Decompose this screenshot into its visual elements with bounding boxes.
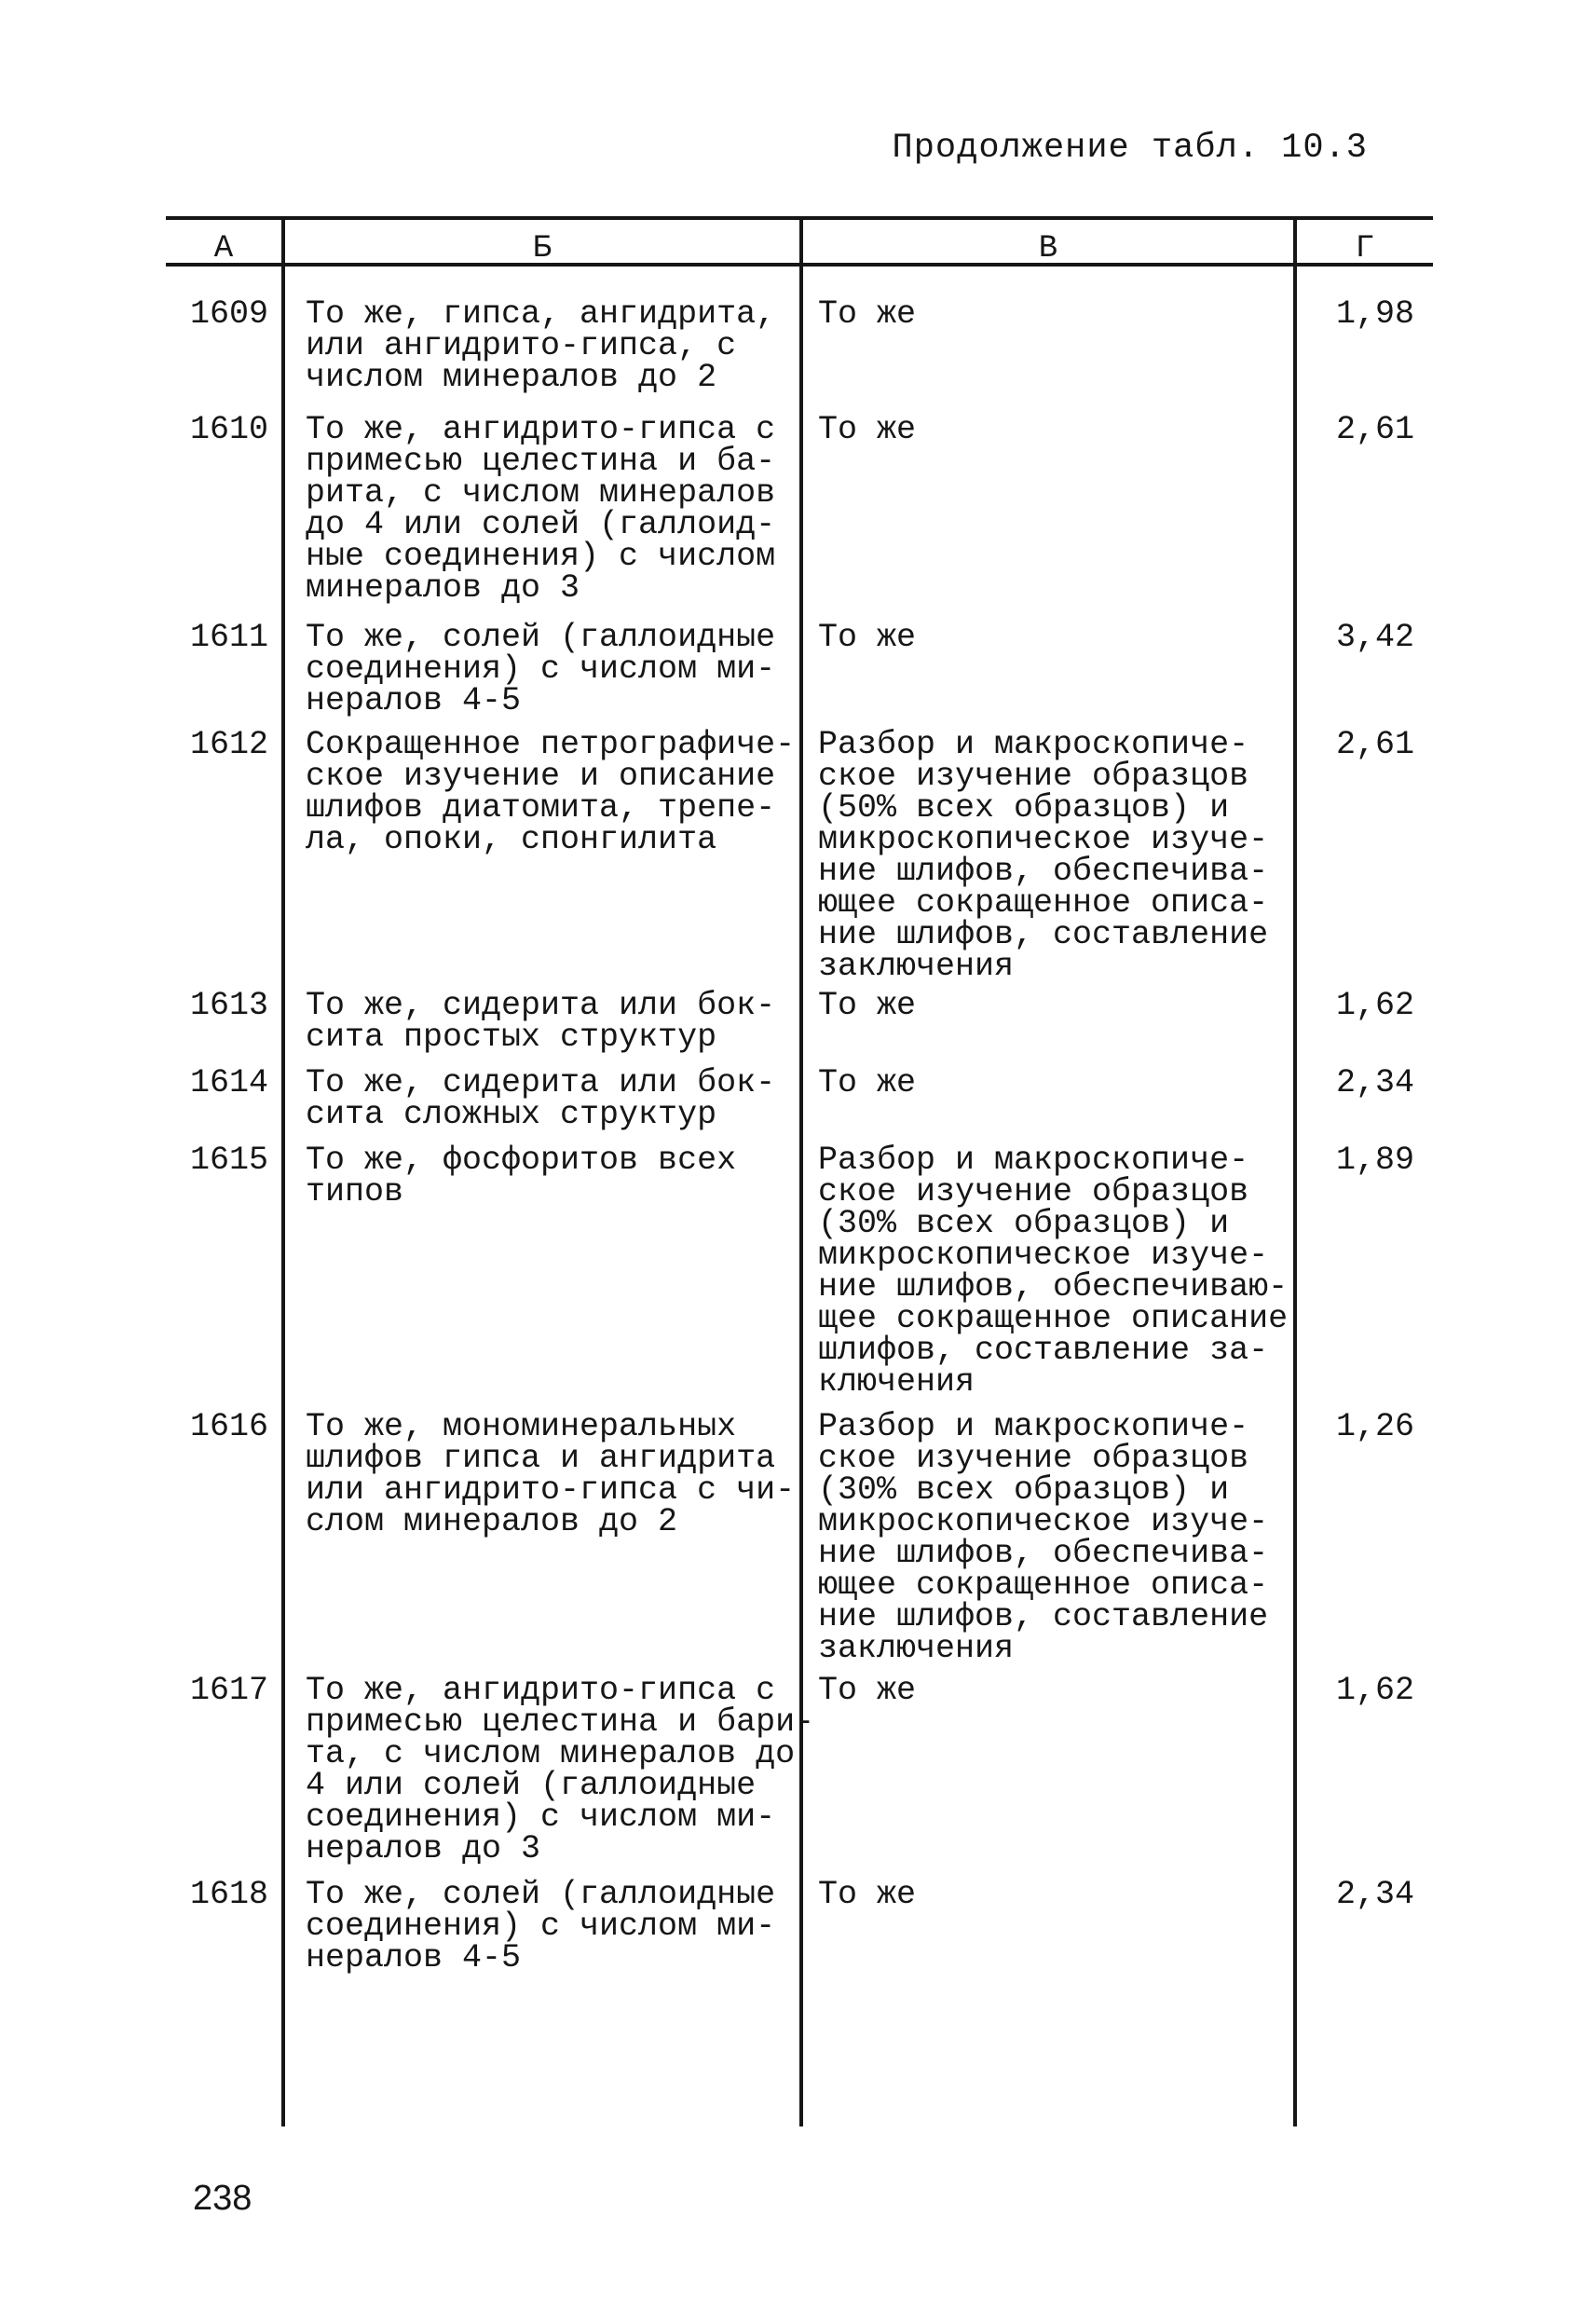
coefficient: 2,61 <box>1335 411 1414 448</box>
coefficient: 2,34 <box>1335 1064 1414 1101</box>
work-content: Разбор и макроскопиче- ское изучение образцов (30% всех образцов) и микроскопическое изуче- ние шлифов, обеспечиваю- щее сокращенное описание шлифов, составление за- ключения <box>818 1142 1289 1401</box>
work-description: То же, ангидрито-гипса с примесью целестина и бари- та, с числом минералов до 4 или солей (галлоидные соединения) с числом ми- нералов до 3 <box>306 1672 815 1867</box>
row-number: 1618 <box>189 1876 268 1913</box>
coefficient: 3,42 <box>1335 619 1414 656</box>
coefficient: 2,34 <box>1335 1876 1414 1913</box>
row-number: 1612 <box>189 726 268 763</box>
work-content: Разбор и макроскопиче- ское изучение образцов (50% всех образцов) и микроскопическое изуче- ние шлифов, обеспечива- ющее сокращенное описа- ние шлифов, составление заключения <box>818 726 1269 985</box>
work-description: То же, сидерита или бок- сита простых структур <box>306 987 776 1056</box>
work-content: То же <box>818 987 917 1024</box>
coefficient: 1,26 <box>1335 1408 1414 1445</box>
work-description: То же, сидерита или бок- сита сложных структур <box>306 1064 776 1133</box>
row-number: 1610 <box>189 411 268 448</box>
coefficient: 1,89 <box>1335 1142 1414 1179</box>
work-content: То же <box>818 295 917 333</box>
row-number: 1616 <box>189 1408 268 1445</box>
work-content: Разбор и макроскопиче- ское изучение образцов (30% всех образцов) и микроскопическое изуче- ние шлифов, обеспечива- ющее сокращенное описа- ние шлифов, составление заключения <box>818 1408 1269 1667</box>
work-content: То же <box>818 1064 917 1101</box>
work-content: То же <box>818 1876 917 1913</box>
work-description: То же, ангидрито-гипса с примесью целестина и ба- рита, с числом минералов до 4 или солей (галлоид- ные соединения) с числом минералов до 3 <box>306 411 776 607</box>
row-number: 1611 <box>189 619 268 656</box>
data-table <box>166 216 1433 2126</box>
header-column-v: В <box>1038 231 1058 267</box>
work-description: То же, солей (галлоидные соединения) с числом ми- нералов 4-5 <box>306 619 776 719</box>
work-description: То же, гипса, ангидрита, или ангидрито-гипса, с числом минералов до 2 <box>306 295 776 396</box>
row-number: 1617 <box>189 1672 268 1709</box>
work-description: То же, фосфоритов всех типов <box>306 1142 737 1210</box>
column-divider-a-b <box>281 216 285 2126</box>
page-number: 238 <box>193 2179 252 2218</box>
work-content: То же <box>818 1672 917 1709</box>
row-number: 1614 <box>189 1064 268 1101</box>
coefficient: 1,62 <box>1335 987 1414 1024</box>
header-column-b: Б <box>532 231 552 267</box>
work-description: Сокращенное петрографиче- ское изучение и описание шлифов диатомита, трепе- ла, опоки, спонгилита <box>306 726 796 858</box>
work-description: То же, солей (галлоидные соединения) с числом ми- нералов 4-5 <box>306 1876 776 1976</box>
coefficient: 1,62 <box>1335 1672 1414 1709</box>
work-description: То же, мономинеральных шлифов гипса и ангидрита или ангидрито-гипса с чи- слом минералов до 2 <box>306 1408 796 1540</box>
row-number: 1609 <box>189 295 268 333</box>
row-number: 1615 <box>189 1142 268 1179</box>
work-content: То же <box>818 411 917 448</box>
coefficient: 2,61 <box>1335 726 1414 763</box>
header-column-g: Г <box>1355 231 1375 267</box>
row-number: 1613 <box>189 987 268 1024</box>
header-column-a: А <box>213 231 234 267</box>
work-content: То же <box>818 619 917 656</box>
coefficient: 1,98 <box>1335 295 1414 333</box>
table-continuation-caption: Продолжение табл. 10.3 <box>892 129 1368 168</box>
